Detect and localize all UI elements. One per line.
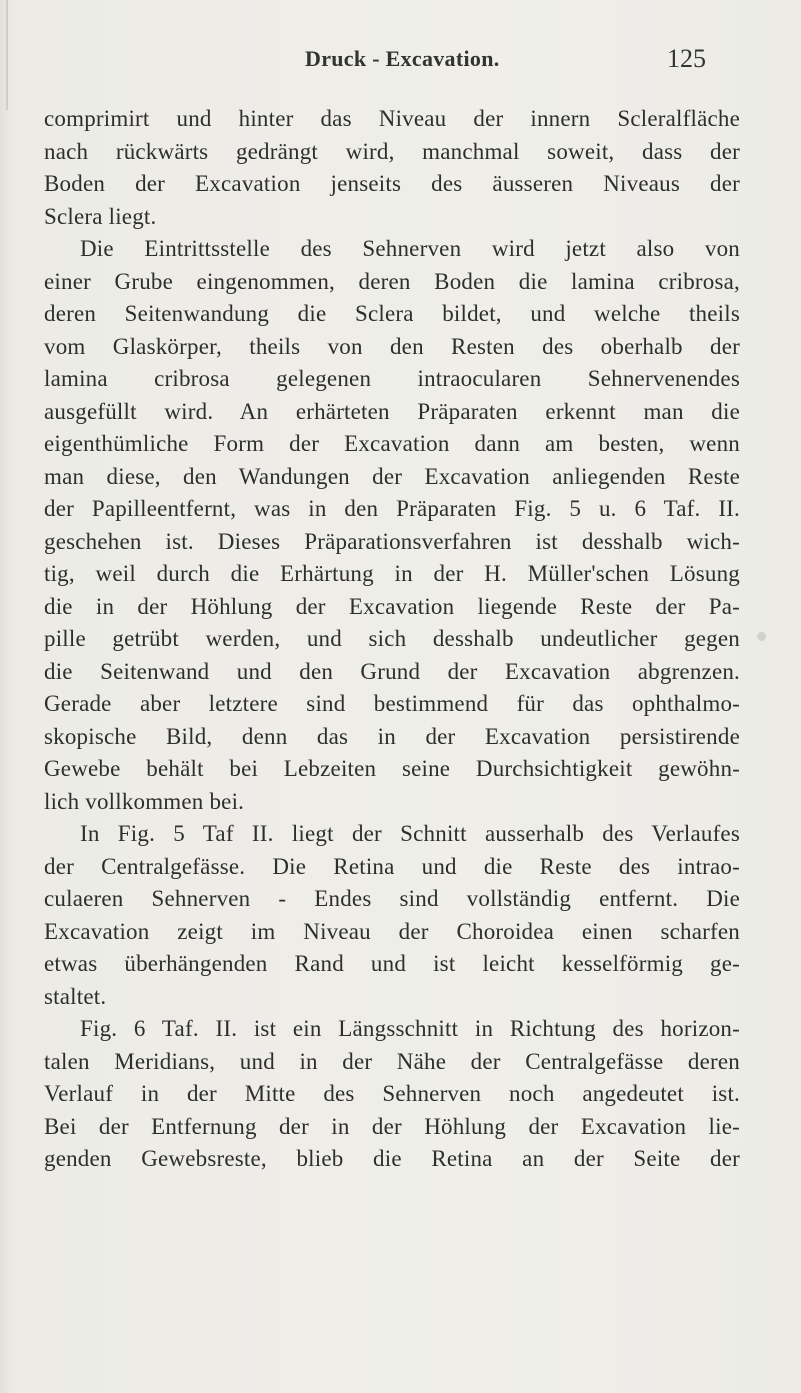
text-line: lich vollkommen bei. bbox=[44, 788, 245, 814]
paper-speck bbox=[757, 632, 766, 641]
text-line: deren Seitenwandung die Sclera bildet, und welche theils bbox=[44, 301, 740, 326]
text-line: skopische Bild, denn das in der Excavation persistirende bbox=[44, 723, 740, 749]
text-line: genden Gewebsreste, blieb die Retina an der Seite der bbox=[44, 1146, 740, 1171]
text-line: ausgefüllt wird. An erhärteten Präparaten erkennt man die bbox=[44, 398, 740, 424]
text-line: etwas überhängenden Rand und ist leicht kesselförmig ge- bbox=[44, 951, 740, 976]
text-line: einer Grube eingenommen, deren Boden die lamina cribrosa, bbox=[44, 268, 740, 294]
text-line: Gewebe behält bei Lebzeiten seine Durchsichtigkeit gewöhn- bbox=[44, 756, 740, 781]
text-line: talen Meridians, und in der Nähe der Centralgefässe deren bbox=[44, 1048, 740, 1074]
paragraph-start-line: Die Eintrittsstelle des Sehnerven wird jetzt also von bbox=[80, 236, 740, 261]
running-title: Druck - Excavation. bbox=[305, 46, 500, 71]
text-line: Excavation zeigt im Niveau der Choroidea einen scharfen bbox=[44, 918, 740, 944]
text-line: Bei der Entfernung der in der Höhlung der Excavation lie- bbox=[44, 1113, 740, 1139]
text-line: der Papilleentfernt, was in den Präparaten Fig. 5 u. 6 Taf. II. bbox=[44, 496, 740, 521]
text-line: Gerade aber letztere sind bestimmend für das ophthalmo- bbox=[44, 691, 740, 716]
body-text bbox=[44, 103, 740, 1176]
page-number: 125 bbox=[667, 44, 706, 73]
text-line: Boden der Excavation jenseits des äusseren Niveaus der bbox=[44, 171, 740, 196]
text-line: tig, weil durch die Erhärtung in der H. Müller'schen Lösung bbox=[44, 561, 740, 586]
text-line: man diese, den Wandungen der Excavation anliegenden Reste bbox=[44, 463, 740, 489]
text-line: staltet. bbox=[44, 983, 107, 1009]
text-line: der Centralgefässe. Die Retina und die Reste des intrao- bbox=[44, 853, 740, 879]
running-head bbox=[0, 44, 801, 84]
text-line: die in der Höhlung der Excavation liegende Reste der Pa- bbox=[44, 593, 740, 619]
text-line: pille getrübt werden, und sich desshalb undeutlicher gegen bbox=[44, 626, 740, 651]
text-line: eigenthümliche Form der Excavation dann am besten, wenn bbox=[44, 431, 740, 456]
text-line: geschehen ist. Dieses Präparationsverfahren ist desshalb wich- bbox=[44, 528, 740, 554]
paragraph-start-line: Fig. 6 Taf. II. ist ein Längsschnitt in Richtung des horizon- bbox=[80, 1016, 740, 1041]
text-line: comprimirt und hinter das Niveau der innern Scleralfläche bbox=[44, 106, 740, 131]
text-line: vom Glaskörper, theils von den Resten des oberhalb der bbox=[44, 333, 740, 359]
paragraph-start-line: In Fig. 5 Taf II. liegt der Schnitt ausserhalb des Verlaufes bbox=[80, 821, 740, 846]
text-line: Verlauf in der Mitte des Sehnerven noch angedeutet ist. bbox=[44, 1081, 740, 1106]
text-line: die Seitenwand und den Grund der Excavation abgrenzen. bbox=[44, 658, 740, 684]
text-line: lamina cribrosa gelegenen intraocularen Sehnervenendes bbox=[44, 366, 740, 391]
text-line: nach rückwärts gedrängt wird, manchmal soweit, dass der bbox=[44, 138, 740, 164]
text-line: Sclera liegt. bbox=[44, 203, 157, 229]
text-line: culaeren Sehnerven - Endes sind vollständig entfernt. Die bbox=[44, 886, 740, 911]
